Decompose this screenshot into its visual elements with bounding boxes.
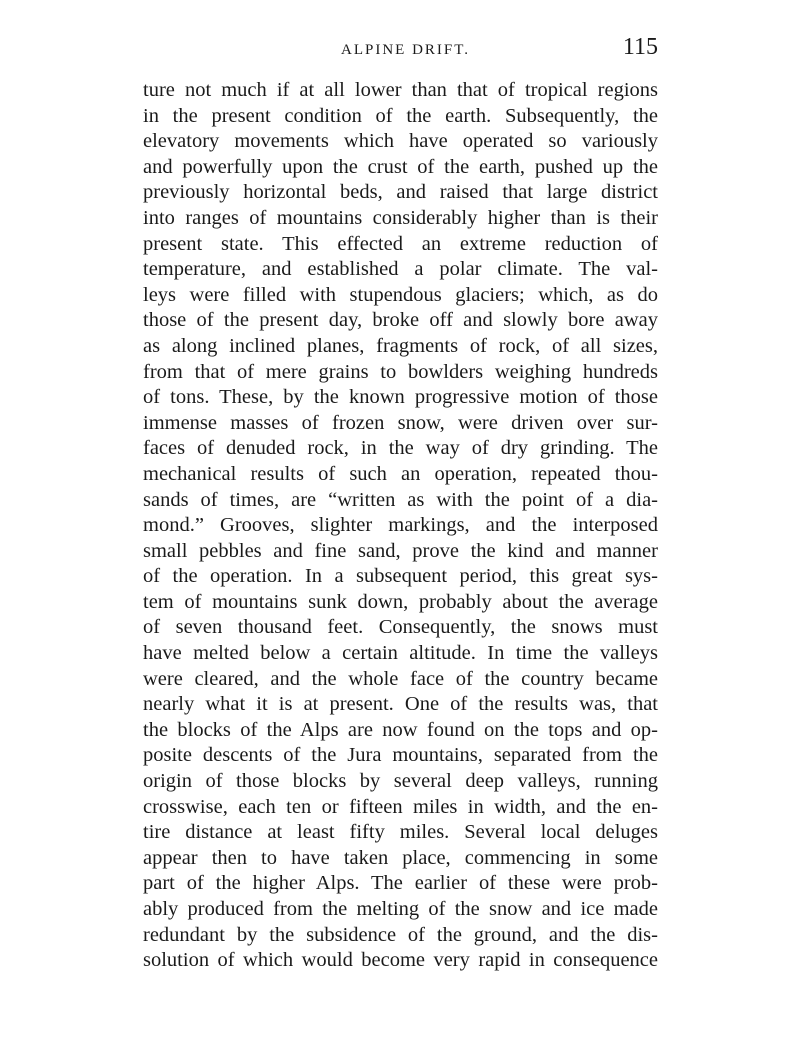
text-line: tem of mountains sunk down, probably about the average [143,590,658,613]
text-line: of the operation. In a subsequent period, this great sys- [143,565,658,588]
body-text [143,78,658,974]
running-title: ALPINE DRIFT. [341,42,471,58]
text-line: mechanical results of such an operation, repeated thou- [143,462,658,485]
text-line: into ranges of mountains considerably higher than is their [143,206,658,229]
text-line: solution of which would become very rapid in consequence [143,949,658,972]
text-line: tire distance at least fifty miles. Several local deluges [143,821,658,844]
text-line: appear then to have taken place, commencing in some [143,846,658,869]
text-line: ably produced from the melting of the snow and ice made [143,898,658,920]
text-line: previously horizontal beds, and raised that large district [143,181,658,204]
text-line: immense masses of frozen snow, were driven over sur- [143,411,658,434]
text-line: crosswise, each ten or fifteen miles in width, and the en- [143,795,658,818]
text-line: sands of times, are “written as with the point of a dia- [143,488,658,511]
text-line: those of the present day, broke off and slowly bore away [143,309,658,332]
text-line: as along inclined planes, fragments of rock, of all sizes, [143,334,658,357]
text-line: nearly what it is at present. One of the results was, that [143,693,658,716]
text-line: have melted below a certain altitude. In time the valleys [143,642,658,665]
text-line: ture not much if at all lower than that of tropical regions [143,79,658,101]
text-line: in the present condition of the earth. Subsequently, the [143,104,658,127]
text-line: part of the higher Alps. The earlier of these were prob- [143,872,658,895]
text-line: small pebbles and fine sand, prove the kind and manner [143,539,658,562]
text-line: posite descents of the Jura mountains, separated from the [143,744,658,767]
text-line: leys were filled with stupendous glaciers; which, as do [143,283,658,306]
text-line: mond.” Grooves, slighter markings, and the interposed [143,514,658,537]
text-line: of tons. These, by the known progressive motion of those [143,386,658,409]
text-line: of seven thousand feet. Consequently, the snows must [143,616,658,639]
text-line: elevatory movements which have operated so variously [143,130,658,153]
text-line: redundant by the subsidence of the ground, and the dis- [143,923,658,946]
text-line: temperature, and established a polar climate. The val- [143,258,658,281]
text-line: from that of mere grains to bowlders weighing hundreds [143,360,658,383]
text-line: and powerfully upon the crust of the earth, pushed up the [143,155,658,178]
running-head [143,30,658,70]
text-line: faces of denuded rock, in the way of dry grinding. The [143,437,658,460]
text-line: origin of those blocks by several deep valleys, running [143,770,658,793]
text-line: the blocks of the Alps are now found on the tops and op- [143,718,658,741]
text-line: present state. This effected an extreme reduction of [143,232,658,255]
page-number: 115 [622,34,658,60]
text-line: were cleared, and the whole face of the country became [143,667,658,690]
